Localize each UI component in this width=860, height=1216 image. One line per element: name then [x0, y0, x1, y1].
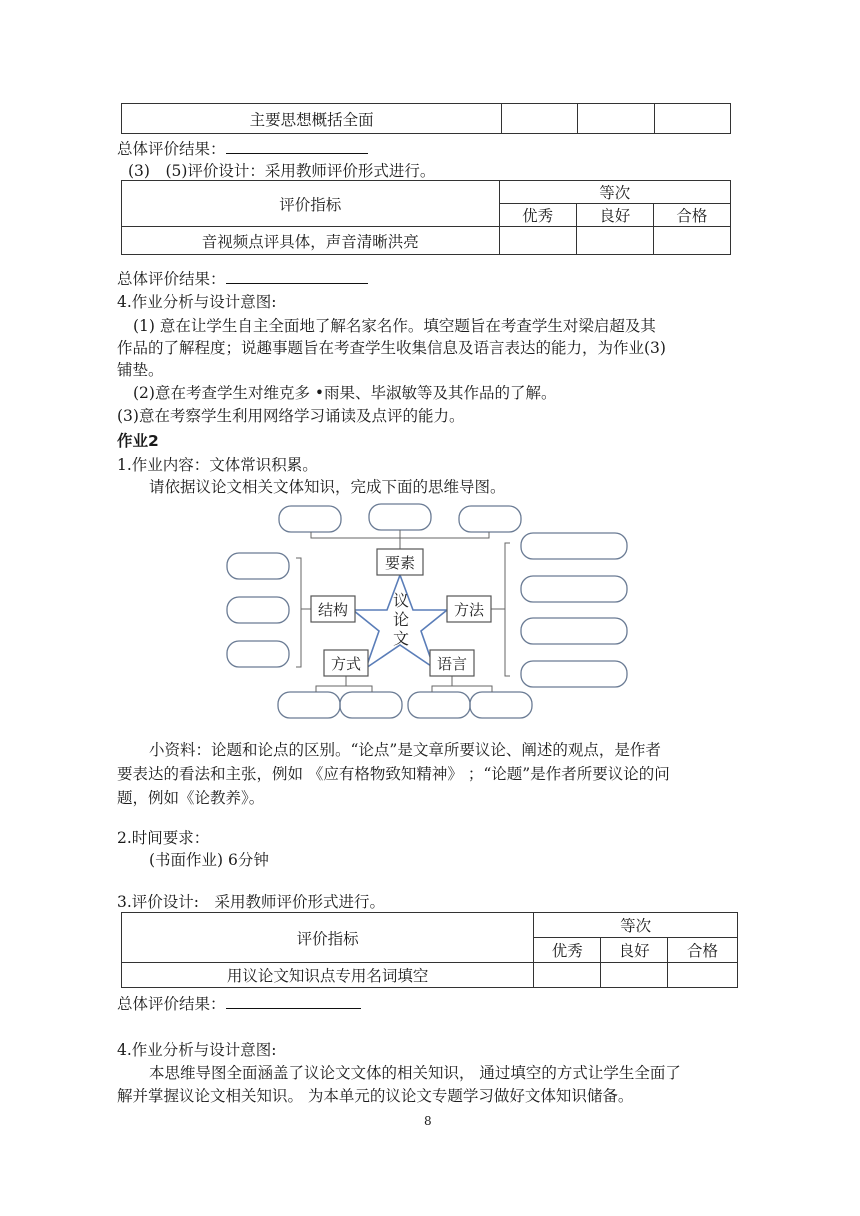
analysis-p1-line3: 铺垫。	[117, 361, 164, 379]
instruction: 请依据议论文相关文体知识，完成下面的思维导图。	[149, 478, 506, 496]
header-indicator: 评价指标	[122, 181, 500, 227]
blank-box[interactable]	[521, 576, 627, 602]
node-elements: 要素	[384, 554, 416, 572]
blank-box[interactable]	[521, 618, 627, 644]
blank-box[interactable]	[459, 506, 521, 532]
blank-box[interactable]	[227, 597, 289, 623]
blank-box[interactable]	[521, 661, 627, 687]
analysis2-heading: 4.作业分析与设计意图:	[117, 1041, 277, 1059]
time-value: (书面作业) 6分钟	[149, 851, 269, 869]
node-mode: 方式	[330, 655, 362, 673]
header-grade: 等次	[499, 181, 730, 204]
table-cell-good	[601, 963, 668, 988]
evaluation-table-3	[121, 912, 738, 988]
page-number: 8	[424, 1114, 432, 1128]
center-char-3: 文	[392, 629, 410, 648]
analysis2-line1: 本思维导图全面涵盖了议论文文体的相关知识， 通过填空的方式让学生全面了	[149, 1064, 681, 1082]
header-pass: 合格	[668, 938, 738, 963]
overall-result-3	[117, 992, 361, 1014]
center-char-1: 议	[392, 591, 410, 610]
analysis-p1-line1: (1) 意在让学生自主全面地了解名家名作。填空题旨在考查学生对梁启超及其	[133, 317, 656, 335]
result-label: 总体评价结果：	[117, 270, 226, 288]
blank-box[interactable]	[278, 692, 340, 718]
header-good: 良好	[576, 204, 653, 227]
analysis-p2: (2)意在考查学生对维克多 •雨果、毕淑敏等及其作品的了解。	[133, 384, 557, 402]
table-cell-indicator: 主要思想概括全面	[122, 104, 502, 134]
blank-box[interactable]	[279, 506, 341, 532]
header-excellent: 优秀	[534, 938, 601, 963]
header-good: 良好	[601, 938, 668, 963]
header-pass: 合格	[653, 204, 730, 227]
note-line2: 要表达的看法和主张，例如 《应有格物致知精神》 ；“论题”是作者所要议论的问	[117, 765, 670, 783]
node-method: 方法	[453, 601, 485, 619]
table-cell-indicator: 音视频点评具体，声音清晰洪亮	[122, 227, 500, 255]
center-char-2: 论	[392, 610, 410, 629]
blank-box[interactable]	[521, 533, 627, 559]
homework-2-title: 作业2	[117, 432, 159, 450]
analysis-p3: (3)意在考察学生利用网络学习诵读及点评的能力。	[117, 407, 465, 425]
blank-box[interactable]	[470, 692, 532, 718]
section-3-5: (3) (5)评价设计：采用教师评价形式进行。	[128, 162, 436, 180]
node-language: 语言	[436, 655, 468, 673]
header-grade: 等次	[534, 913, 738, 938]
time-heading: 2.时间要求：	[117, 829, 210, 847]
analysis-p1-line2: 作品的了解程度；说趣事题旨在考查学生收集信息及语言表达的能力，为作业(3)	[117, 339, 666, 357]
note-line1: 小资料：论题和论点的区别。“论点”是文章所要议论、阐述的观点，是作者	[149, 741, 661, 759]
analysis-heading: 4.作业分析与设计意图:	[117, 293, 277, 311]
blank-box[interactable]	[340, 692, 402, 718]
blank-box[interactable]	[408, 692, 470, 718]
header-excellent: 优秀	[499, 204, 576, 227]
node-structure: 结构	[317, 601, 349, 619]
eval-heading: 3.评价设计: 采用教师评价形式进行。	[117, 893, 386, 911]
analysis2-line2: 解并掌握议论文相关知识。 为本单元的议论文专题学习做好文体知识储备。	[117, 1087, 634, 1105]
result-label: 总体评价结果：	[117, 140, 226, 158]
blank-box[interactable]	[227, 641, 289, 667]
content-heading: 1.作业内容：文体常识积累。	[117, 456, 318, 474]
result-blank	[226, 994, 361, 1009]
table-cell-pass	[668, 963, 738, 988]
table-cell-indicator: 用议论文知识点专用名词填空	[122, 963, 534, 988]
blank-box[interactable]	[369, 504, 431, 530]
note-line3: 题，例如《论教养》。	[117, 789, 265, 807]
table-cell-excellent	[534, 963, 601, 988]
header-indicator: 评价指标	[122, 913, 534, 963]
result-label: 总体评价结果：	[117, 995, 226, 1013]
blank-box[interactable]	[227, 553, 289, 579]
